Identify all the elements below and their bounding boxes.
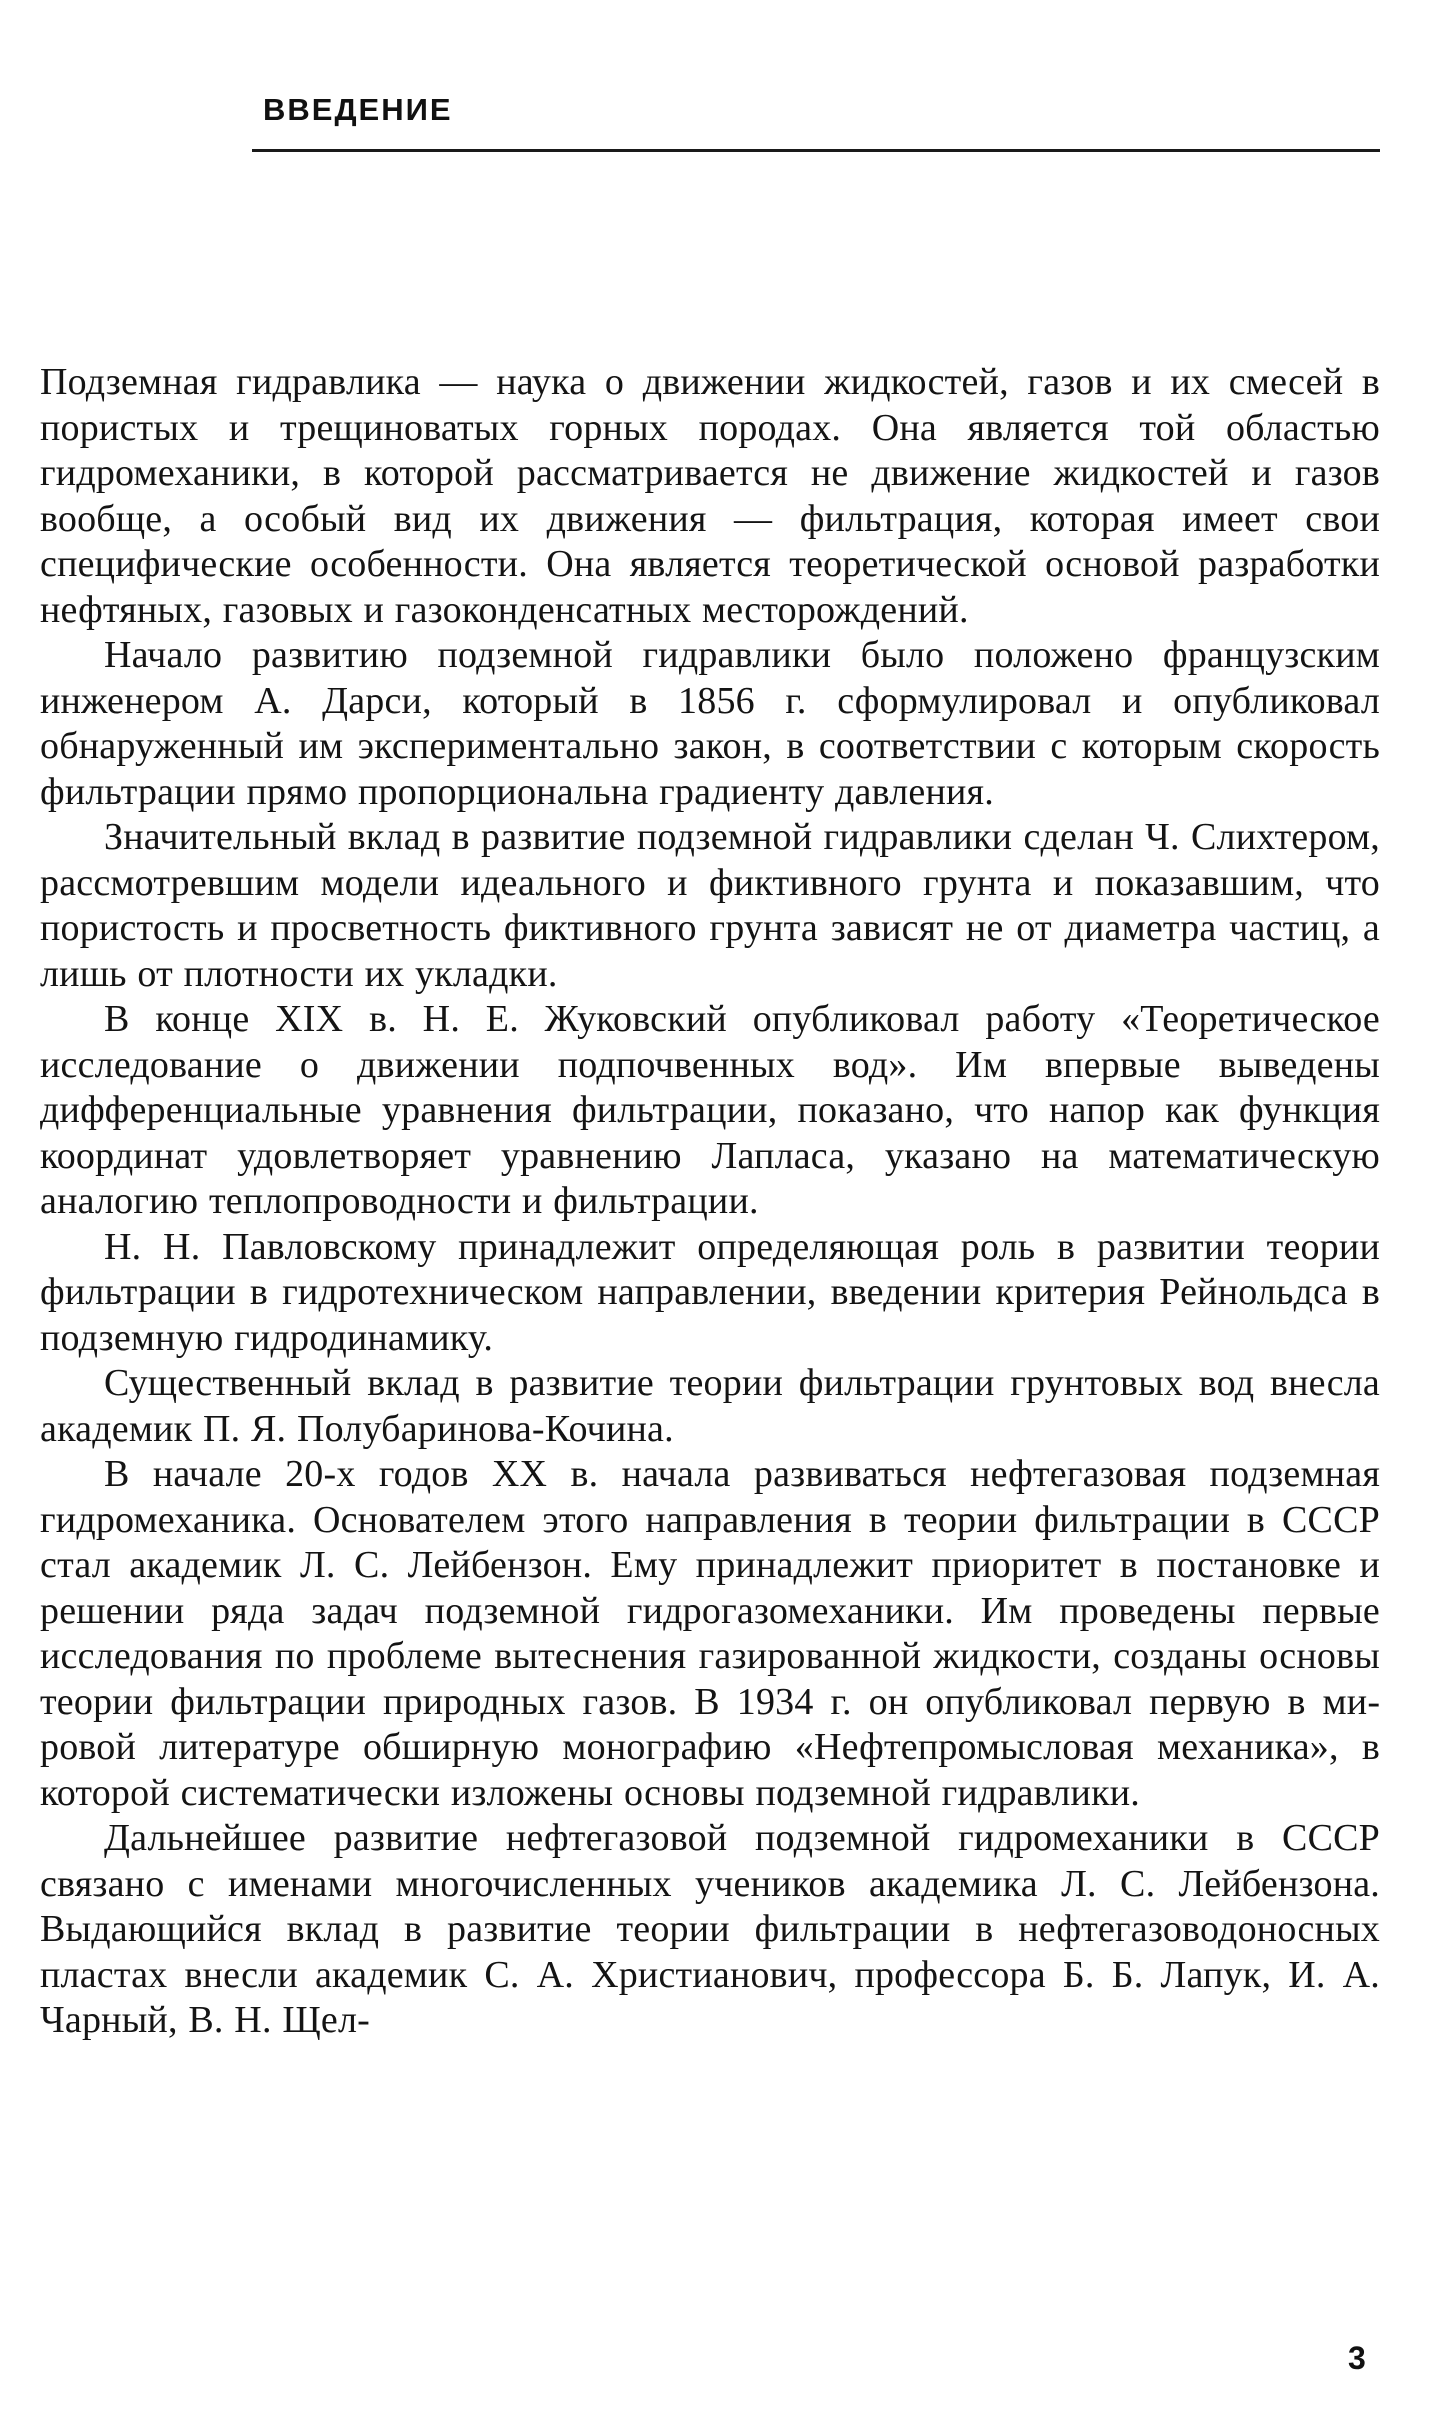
paragraph-8: Дальнейшее развитие нефтегазовой подземной гидромеханики в СССР связано с именами многочисленных учеников академика Л. С. Лейбензона. Выдающийся вклад в развитие теории фильтрации в нефтегазоводоносных пластах внесли академик С. А. Христианович, профессора Б. Б. Лапук, И. А. Чарный, В. Н. Щел-: [40, 1817, 1380, 2041]
paragraph-7: В начале 20-х годов XX в. начала развиваться нефтегазовая подземная гидромеханика. Основателем этого направления в теории фильтрации в СССР стал академик Л. С. Лейбензон. Ему принадлежит приоритет в постановке и решении ряда задач подземной гидрогазомеханики. Им проведены первые исследования по проблеме вытеснения газированной жидкости, созданы основы теории фильтрации природных газов. В 1934 г. он опубликовал первую в мировой литературе обширную монографию «Нефтепромысловая механика», в которой систематически изложены основы подземной гидравлики.: [40, 1453, 1380, 1814]
paragraph-3: Значительный вклад в развитие подземной гидравлики сделан Ч. Слихтером, рассмотревшим модели идеального и фиктивного грунта и показавшим, что пористость и просветность фиктивного грунта зависят не от диаметра частиц, а лишь от плотности их укладки.: [40, 816, 1380, 995]
heading-rule: [252, 149, 1380, 152]
paragraph-4: В конце XIX в. Н. Е. Жуковский опубликовал работу «Теоретическое исследование о движении подпочвенных вод». Им впервые выведены дифференциальные уравнения фильтрации, показано, что напор как функция координат удовлетворяет уравнению Лапласа, указано на математическую аналогию теплопроводности и фильтрации.: [40, 998, 1380, 1222]
paragraph-2: Начало развитию подземной гидравлики было положено французским инженером А. Дарси, который в 1856 г. сформулировал и опубликовал обнаруженный им экспериментально закон, в соответствии с которым скорость фильтрации прямо пропорциональна градиенту давления.: [40, 634, 1380, 813]
chapter-heading: ВВЕДЕНИЕ: [263, 92, 453, 127]
paragraph-5: Н. Н. Павловскому принадлежит определяющая роль в развитии теории фильтрации в гидротехническом направлении, введении критерия Рейнольдса в подземную гидродинамику.: [40, 1225, 1380, 1359]
body-text: [40, 360, 1380, 2044]
paragraph-1: Подземная гидравлика — наука о движении жидкостей, газов и их смесей в пористых и трещиноватых горных породах. Она является той областью гидромеханики, в которой рассматривается не движение жидкостей и газов вообще, а особый вид их движения — фильтрация, которая имеет свои специфические особенности. Она является теоретической основой разработки нефтяных, газовых и газоконденсатных месторождений.: [40, 361, 1380, 631]
page-number: 3: [1348, 2340, 1366, 2376]
paragraph-6: Существенный вклад в развитие теории фильтрации грунтовых вод внесла академик П. Я. Полубаринова-Кочина.: [40, 1362, 1380, 1450]
